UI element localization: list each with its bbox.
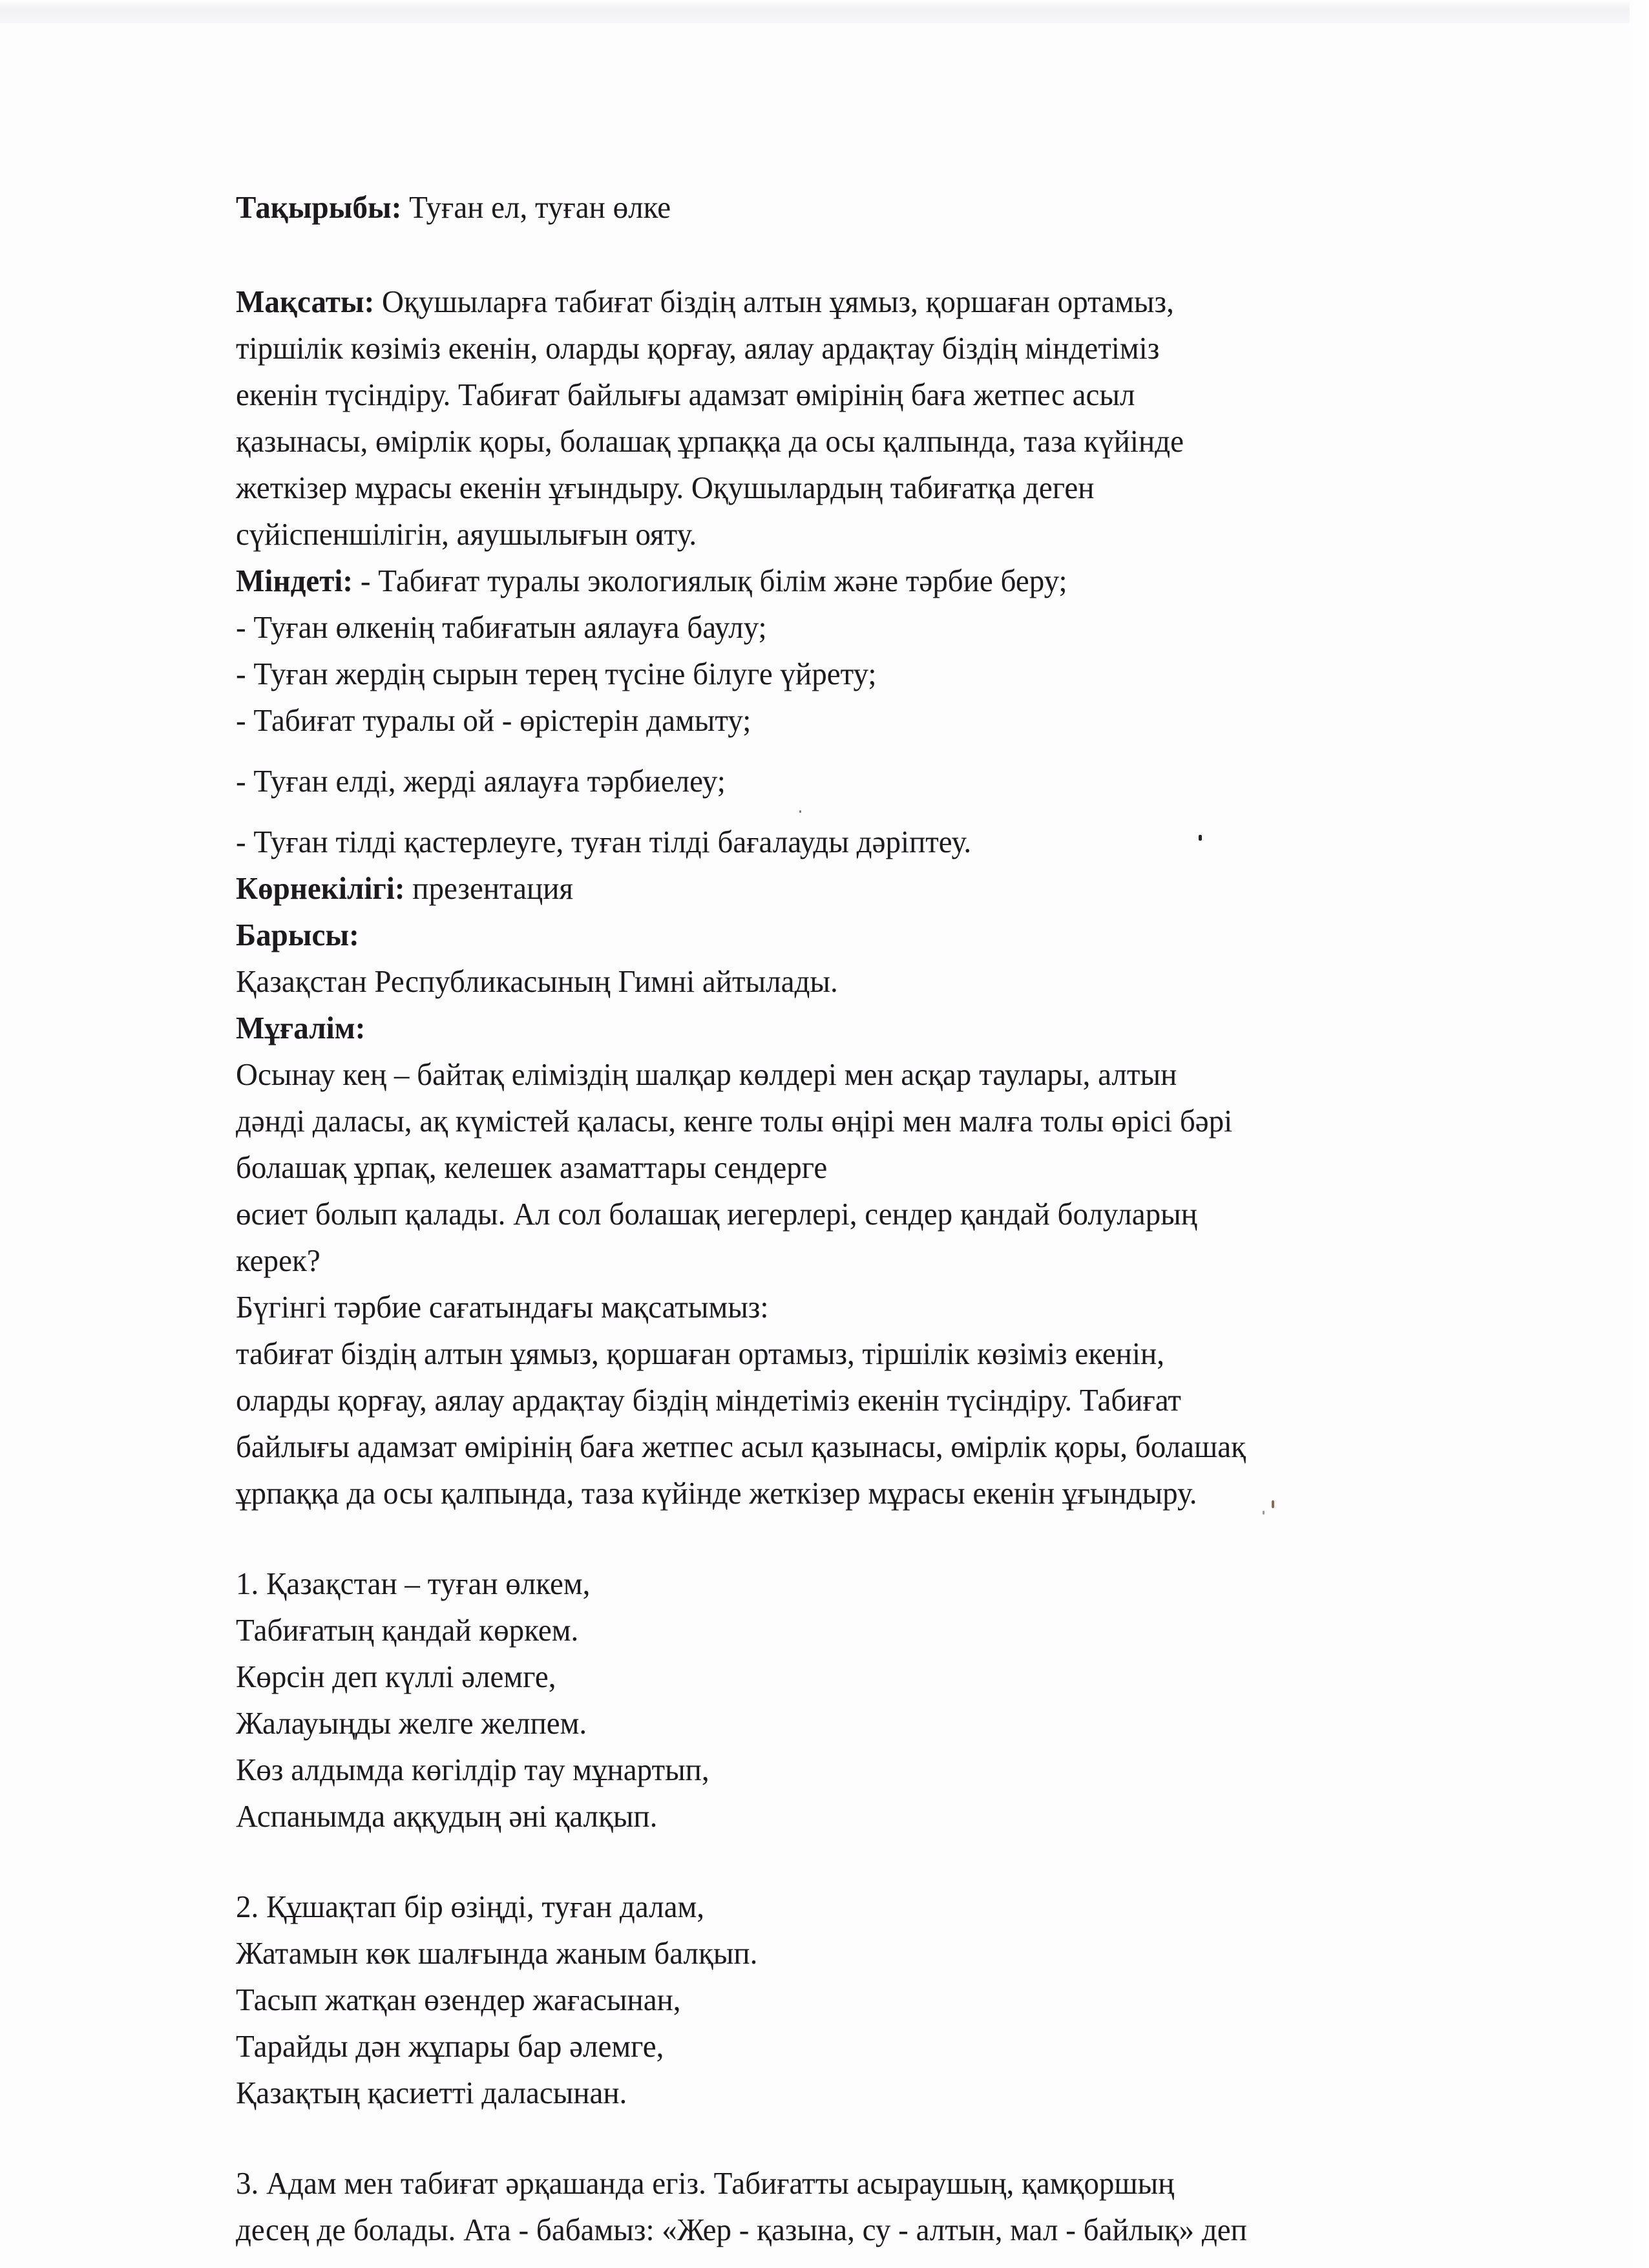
topic-label: Тақырыбы:: [236, 189, 402, 225]
poem-line: Көрсін деп күллі әлемге,: [236, 1659, 556, 1694]
teacher-line: болашақ ұрпақ, келешек азаматтары сендерге: [236, 1150, 828, 1185]
poem-2: [236, 1884, 1476, 2116]
teacher-line: Бүгінгі тәрбие сағатындағы мақсатымыз:: [236, 1289, 769, 1325]
teacher-line: оларды қорғау, аялау ардақтау біздің міндетіміз екенін түсіндіру. Табиғат: [236, 1382, 1181, 1418]
task-item: - Туған өлкенің табиғатын аялауға баулу;: [236, 609, 767, 645]
goal-line: жеткізер мұрасы екенін ұғындыру. Оқушылардың табиғатқа деген: [236, 470, 1095, 505]
spacer: [236, 1840, 1476, 1884]
goal-line: қазынасы, өмірлік қоры, болашақ ұрпаққа да осы қалпында, таза күйінде: [236, 423, 1184, 459]
task-item: - Табиғат туралы ой - өрістерін дамыту;: [236, 702, 751, 738]
poem-line: Жатамын көк шалғында жаным балқып.: [236, 1935, 758, 1971]
teacher-line: байлығы адамзат өмірінің баға жетпес асыл қазынасы, өмірлік қоры, болашақ: [236, 1429, 1246, 1464]
poem-line: Тасып жатқан өзендер жағасынан,: [236, 1982, 681, 2017]
goal-line: сүйіспеншілігін, аяушылығын ояту.: [236, 516, 697, 552]
topic-line: [236, 184, 1476, 231]
poem-line: Аспанымда аққудың әні қалқып.: [236, 1798, 658, 1834]
poem-1: [236, 1560, 1476, 1840]
poem-line: Жалауыңды желге желпем.: [236, 1705, 587, 1741]
poem-line: 2. Құшақтап бір өзіңді, туған далам,: [236, 1889, 705, 1924]
task-item: - Туған жердің сырын терең түсіне білуге үйрету;: [236, 656, 877, 691]
spacer: [236, 231, 1476, 278]
teacher-line: керек?: [236, 1243, 320, 1278]
spacer: [236, 2116, 1476, 2160]
tasks-section: [236, 558, 1476, 865]
visual-aids-value: презентация: [412, 870, 574, 906]
poem-line: 1. Қазақстан – туған өлкем,: [236, 1566, 591, 1601]
teacher-line: өсиет болып қалады. Ал сол болашақ иегерлері, сендер қандай болуларың: [236, 1196, 1197, 1232]
scan-speck: [1263, 1511, 1265, 1515]
poem-line: Табиғатың қандай көркем.: [236, 1612, 579, 1648]
scan-speck: [1199, 835, 1202, 841]
paragraph-line: 3. Адам мен табиғат әрқашанда егіз. Табиғатты асыраушың, қамқоршың: [236, 2165, 1175, 2201]
paragraph-line: десең де болады. Ата - бабамыз: «Жер - қазына, су - алтын, мал - байлық» деп: [236, 2212, 1247, 2247]
scan-speck: [799, 810, 801, 813]
spacer: [236, 744, 1476, 758]
goal-section: [236, 278, 1476, 558]
scan-speck: [1272, 1500, 1274, 1508]
poem-line: Қазақтың қасиетті даласынан.: [236, 2075, 627, 2110]
procedure-label: Барысы:: [236, 917, 359, 952]
document-page: [236, 184, 1476, 2253]
task-item: - Табиғат туралы экологиялық білім және тәрбие беру;: [360, 563, 1067, 598]
scan-right-edge: [1630, 0, 1649, 2268]
tasks-line: [236, 558, 1476, 604]
visual-aids-line: [236, 865, 1476, 912]
teacher-line: дәнді даласы, ақ күмістей қаласы, кенге толы өңірі мен малға толы өрісі бәрі: [236, 1103, 1233, 1139]
goal-line: екенін түсіндіру. Табиғат байлығы адамзат өмірінің баға жетпес асыл: [236, 377, 1135, 412]
goal-label: Мақсаты:: [236, 284, 375, 319]
teacher-line: табиғат біздің алтын ұямыз, қоршаған ортамыз, тіршілік көзіміз екенін,: [236, 1336, 1164, 1371]
scan-top-shade: [0, 0, 1649, 23]
goal-line: [236, 278, 1476, 325]
spacer: [236, 1517, 1476, 1560]
poem-line: Көз алдымда көгілдір тау мұнартып,: [236, 1752, 709, 1787]
visual-aids-label: Көрнекілігі:: [236, 870, 405, 906]
teacher-line: ұрпаққа да осы қалпында, таза күйінде жеткізер мұрасы екенін ұғындыру.: [236, 1475, 1197, 1511]
spacer: [236, 804, 1476, 819]
topic-value: Туған ел, туған өлке: [409, 189, 671, 225]
paragraph-3: [236, 2160, 1476, 2253]
goal-text: Оқушыларға табиғат біздің алтын ұямыз, қоршаған ортамыз,: [382, 284, 1174, 319]
teacher-line: Осынау кең – байтақ еліміздің шалқар көлдері мен асқар таулары, алтын: [236, 1056, 1177, 1092]
poem-line: Тарайды дән жұпары бар әлемге,: [236, 2028, 664, 2064]
anthem-line: Қазақстан Республикасының Гимні айтылады.: [236, 963, 838, 999]
task-item: - Туған елді, жерді аялауға тәрбиелеу;: [236, 763, 726, 799]
task-item: - Туған тілді қастерлеуге, туған тілді бағалауды дәріптеу.: [236, 824, 972, 859]
goal-line: тіршілік көзіміз екенін, оларды қорғау, аялау ардақтау біздің міндетіміз: [236, 330, 1160, 366]
tasks-label: Міндеті:: [236, 563, 353, 598]
teacher-label: Мұғалім:: [236, 1010, 366, 1045]
teacher-speech: [236, 1051, 1476, 1517]
